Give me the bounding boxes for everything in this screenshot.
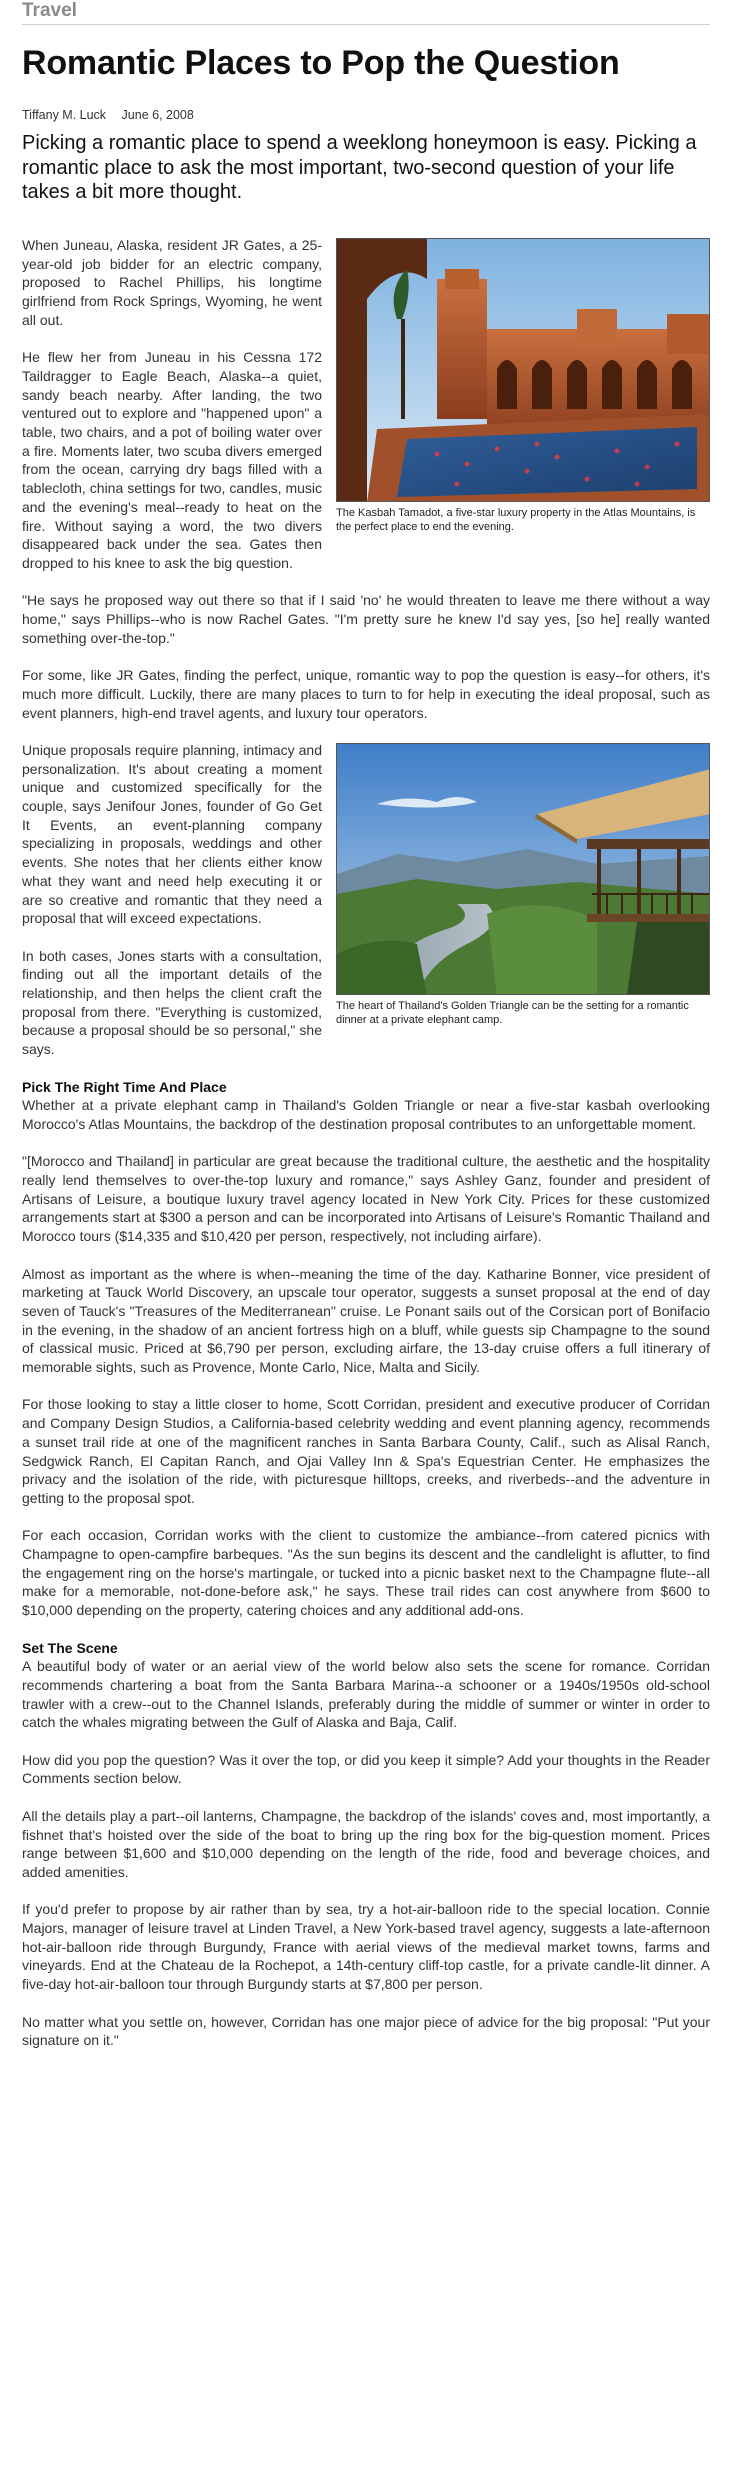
kasbah-figure (336, 238, 710, 534)
paragraph-5: Unique proposals require planning, intimacy and personalization. It's about creating a moment unique and customized specifically for the couple, says Jenifour Jones, founder of Go Get It Events, an event-planning company specializing in proposals, weddings and other events. She notes that her clients either know what they want and need help executing it or are so creative and romantic that they need a proposal that will exceed expectations. (22, 741, 322, 927)
subhead-set-the-scene: Set The Scene (22, 1639, 118, 1656)
paragraph-14: All the details play a part--oil lanterns, Champagne, the backdrop of the islands' coves and, most importantly, a fishnet that's hoisted over the side of the boat to bring up the ring box for the big-question moment. Prices range between $1,600 and $10,000 depending on the length of the ride, food and beverage choices, and added amenities. (22, 1807, 710, 1880)
paragraph-15: If you'd prefer to propose by air rather than by sea, try a hot-air-balloon ride to the special location. Connie Majors, manager of leisure travel at Linden Travel, a New York-based travel agency, suggests a late-afternoon hot-air-balloon ride through Burgundy, France with aerial views of the medieval market towns, farms and vineyards. End at the Chateau de la Rochepot, a 14th-century cliff-top castle, for a private candle-lit dinner. A five-day hot-air-balloon tour through Burgundy starts at $7,800 per person. (22, 1901, 710, 1993)
paragraph-4: For some, like JR Gates, finding the perfect, unique, romantic way to pop the question is easy--for others, it's much more difficult. Luckily, there are many places to turn to for help in executing the ideal proposal, such as event planners, high-end travel agents, and luxury tour operators. (22, 667, 710, 721)
paragraph-3: "He says he proposed way out there so that if I said 'no' he would threaten to leave me there without a way home," says Phillips--who is now Rachel Gates. "I'm pretty sure he knew I'd say yes, [so he] really wanted something over-the-top." (22, 592, 710, 646)
author-name[interactable]: Tiffany M. Luck (22, 108, 107, 122)
thailand-photo (336, 743, 710, 995)
article-body-part-1 (22, 236, 710, 2069)
kasbah-image (337, 239, 710, 502)
paragraph-12: A beautiful body of water or an aerial view of the world below also sets the scene for romance. Corridan recommends chartering a boat from the Santa Barbara Marina--a schooner or a 1940s/1950s old-school trawler with a crew--out to the Channel Islands, preferably during the middle of summer or winter in order to catch the whales migrating between the Gulf of Alaska and Baja, Calif. (22, 1658, 710, 1731)
thailand-figure (336, 743, 710, 1027)
publish-date: June 6, 2008 (121, 108, 194, 122)
paragraph-10: For those looking to stay a little closer to home, Scott Corridan, president and executive producer of Corridan and Company Design Studios, a California-based celebrity wedding and event planning agency, recommends a sunset trail ride at one of the magnificent ranches in Santa Barbara County, Calif., such as Alisal Ranch, Sedgwick Ranch, El Capitan Ranch, and Ojai Valley Inn & Spa's Equestrian Center. He emphasizes the privacy and the isolation of the ride, with picturesque hilltops, creeks, and riverbeds--and the adventure in getting to the proposal spot. (22, 1396, 710, 1506)
paragraph-11: For each occasion, Corridan works with the client to customize the ambiance--from catered picnics with Champagne to open-campfire barbeques. "As the sun begins its descent and the candlelight is aflutter, to find the engagement ring on the horse's martingale, or tucked into a picnic basket next to the Champagne flute--all make for a memorable, not-done-before ask," he says. These trail rides can cost anywhere from $600 to $10,000 depending on the property, catering choices and any additional add-ons. (22, 1527, 710, 1619)
paragraph-1: When Juneau, Alaska, resident JR Gates, a 25-year-old job bidder for an electric company, proposed to Rachel Phillips, his longtime girlfriend from Rock Springs, Wyoming, he went all out. (22, 237, 322, 328)
paragraph-16: No matter what you settle on, however, Corridan has one major piece of advice for the big proposal: "Put your signature on it." (22, 2013, 710, 2049)
section-label[interactable]: Travel (22, 0, 77, 21)
thailand-caption: The heart of Thailand's Golden Triangle can be the setting for a romantic dinner at a private elephant camp. (336, 999, 689, 1026)
thailand-image (337, 744, 710, 995)
paragraph-8: "[Morocco and Thailand] in particular are great because the traditional culture, the aesthetic and the hospitality really lend themselves to over-the-top luxury and romance," says Ashley Ganz, founder and president of Artisans of Leisure, a boutique luxury travel agency located in New York City. Prices for these customized arrangements start at $300 a person and can be incorporated into Artisans of Leisure's Romantic Thailand and Morocco tours ($14,335 and $10,420 per person, respectively, not including airfare). (22, 1153, 710, 1245)
section-divider (22, 24, 710, 25)
kasbah-caption: The Kasbah Tamadot, a five-star luxury property in the Atlas Mountains, is the perfect place to end the evening. (336, 507, 696, 533)
paragraph-7: Whether at a private elephant camp in Thailand's Golden Triangle or near a five-star kasbah overlooking Morocco's Atlas Mountains, the backdrop of the destination proposal contributes to an unforgettable moment. (22, 1097, 710, 1132)
subhead-time-and-place: Pick The Right Time And Place (22, 1078, 227, 1095)
byline (22, 108, 206, 122)
paragraph-6: In both cases, Jones starts with a consultation, finding out all the important details of the relationship, and then helps the client craft the proposal from there. "Everything is customized, because a proposal should be so personal," she says. (22, 947, 322, 1058)
paragraph-2: He flew her from Juneau in his Cessna 172 Taildragger to Eagle Beach, Alaska--a quiet, sandy beach nearby. After landing, the two ventured out to explore and "happened upon" a table, two chairs, and a pot of boiling water over a fire. Moments later, two scuba divers emerged from the ocean, carrying dry bags filled with a tablecloth, china settings for two, candles, music and the evening's meal--ready to heat on the fire. Without saying a word, the two divers disappeared back under the sea. Gates then dropped to his knee to ask the big question. (22, 349, 322, 571)
kasbah-photo (336, 238, 710, 502)
article-deck: Picking a romantic place to spend a weeklong honeymoon is easy. Picking a romantic place to ask the most important, two-second question of your life takes a bit more thought. (22, 132, 697, 203)
paragraph-9: Almost as important as the where is when--meaning the time of the day. Katharine Bonner, vice president of marketing at Tauck World Discovery, an upscale tour operator, suggests a sunset proposal at the end of day seven of Tauck's "Treasures of the Mediterranean" cruise. Le Ponant sails out of the Corsican port of Bonifacio in the evening, in the shadow of an ancient fortress high on a bluff, while guests sip Champagne to the sound of classical music. Priced at $6,790 per person, excluding airfare, the 13-day cruise offers a full itinerary of memorable sights, such as Provence, Monte Carlo, Nice, Malta and Sicily. (22, 1265, 710, 1376)
paragraph-13: How did you pop the question? Was it over the top, or did you keep it simple? Add your thoughts in the Reader Comments section below. (22, 1751, 710, 1787)
article-headline: Romantic Places to Pop the Question (22, 44, 620, 82)
